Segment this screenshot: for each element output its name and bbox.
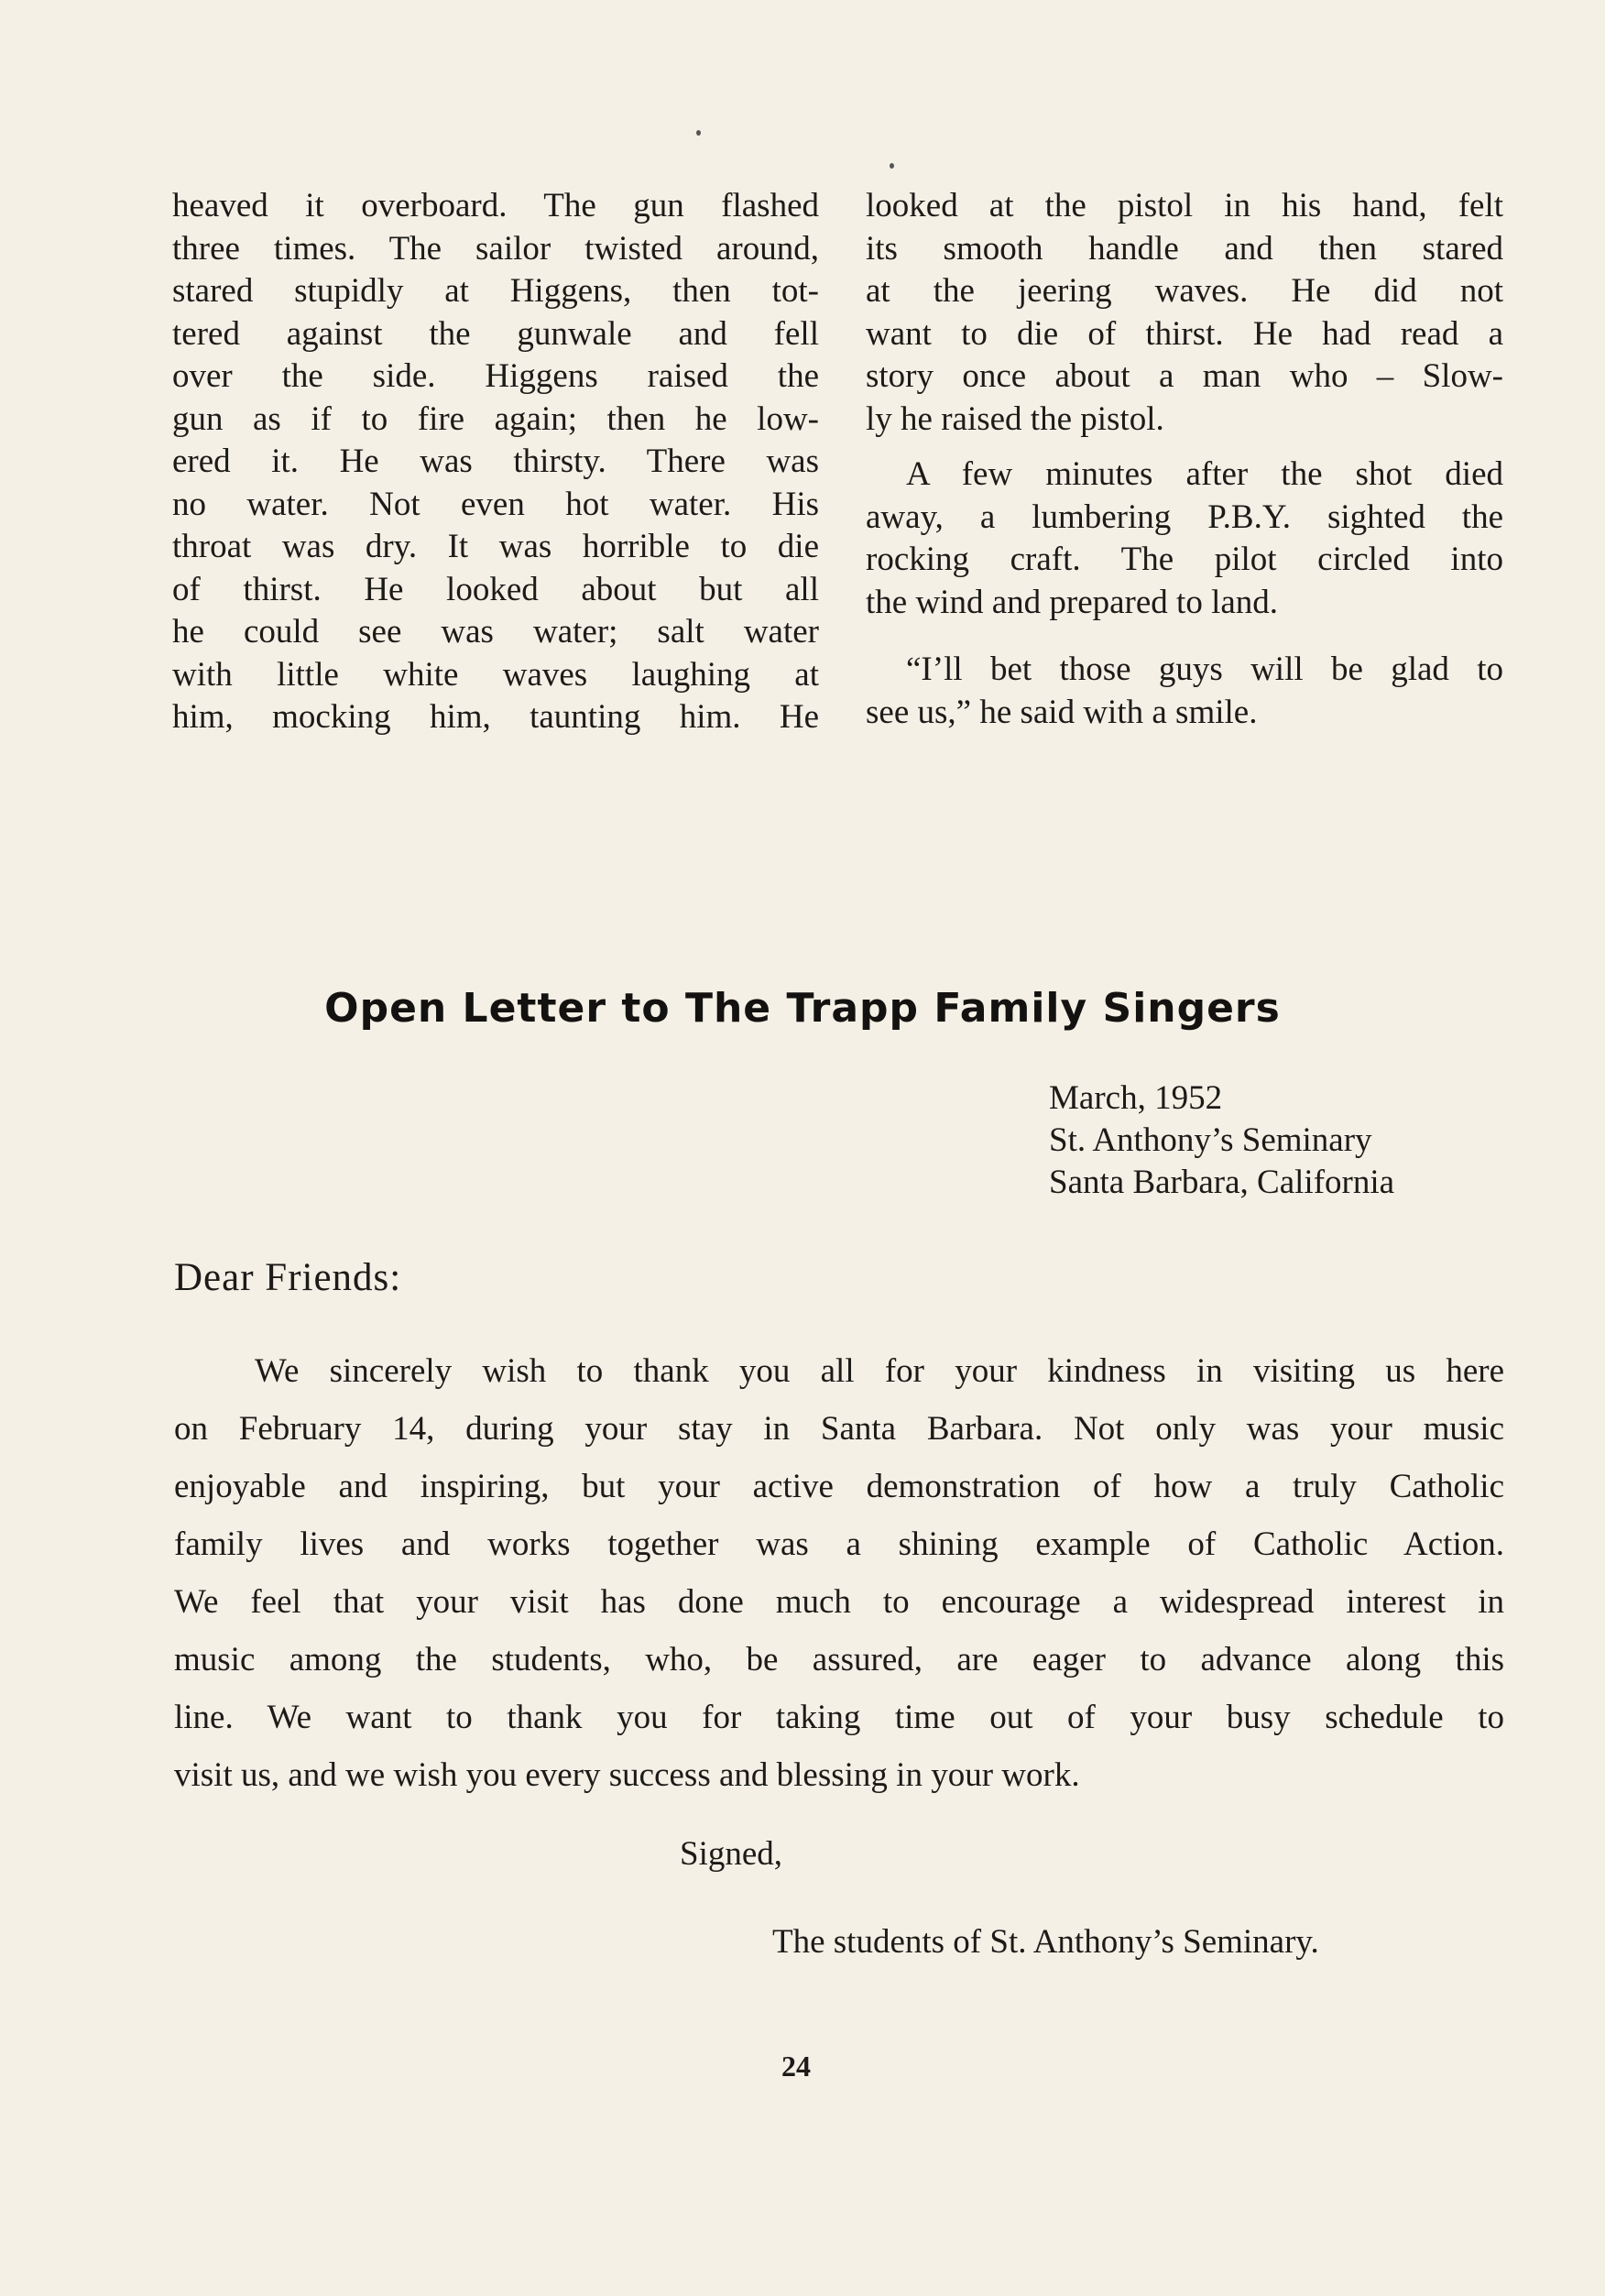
text-line: on February 14, during your stay in Santa Barbara. Not only was your music	[174, 1410, 1504, 1448]
letter-signature: The students of St. Anthony’s Seminary.	[772, 1923, 1319, 1961]
text-line: the wind and prepared to land.	[866, 583, 1279, 621]
text-line: family lives and works together was a shining example of Catholic Action.	[174, 1525, 1504, 1563]
letter-salutation: Dear Friends:	[174, 1256, 402, 1299]
text-line: ered it. He was thirsty. There was	[172, 443, 819, 480]
story-left-column	[172, 185, 819, 739]
text-line: story once about a man who – Slow-	[866, 357, 1503, 395]
letter-date-address	[1049, 1077, 1394, 1204]
text-line: A few minutes after the shot died	[906, 455, 1503, 493]
text-line: stared stupidly at Higgens, then tot-	[172, 272, 819, 310]
text-line: throat was dry. It was horrible to die	[172, 528, 819, 565]
letter-address-line: St. Anthony’s Seminary	[1049, 1121, 1372, 1159]
text-line: ly he raised the pistol.	[866, 399, 1164, 438]
text-line: tered against the gunwale and fell	[172, 314, 819, 353]
text-line: at the jeering waves. He did not	[866, 272, 1503, 310]
text-line: “I’ll bet those guys will be glad to	[906, 651, 1503, 688]
letter-date: March, 1952	[1049, 1079, 1223, 1117]
letter-body	[174, 1342, 1504, 1804]
text-line: with little white waves laughing at	[172, 655, 819, 694]
text-line: see us,” he said with a smile.	[866, 693, 1258, 731]
story-right-paragraph-1	[866, 185, 1503, 441]
letter-title: Open Letter to The Trapp Family Singers	[324, 985, 1281, 1032]
text-line: gun as if to fire again; then he low-	[172, 399, 819, 438]
letter-address-line: Santa Barbara, California	[1049, 1164, 1395, 1201]
text-line: away, a lumbering P.B.Y. sighted the	[866, 497, 1503, 536]
text-line: line. We want to thank you for taking time out of your busy schedule to	[174, 1699, 1504, 1736]
letter-closing: Signed,	[680, 1835, 783, 1873]
text-line: its smooth handle and then stared	[866, 229, 1503, 268]
text-line: enjoyable and inspiring, but your active demonstration of how a truly Catholic	[174, 1468, 1504, 1505]
text-line: want to die of thirst. He had read a	[866, 314, 1503, 353]
ink-speck	[890, 163, 894, 169]
text-line: three times. The sailor twisted around,	[172, 229, 819, 268]
text-line: of thirst. He looked about but all	[172, 570, 819, 608]
text-line: heaved it overboard. The gun flashed	[172, 187, 819, 224]
text-line: he could see was water; salt water	[172, 613, 819, 651]
text-line: over the side. Higgens raised the	[172, 357, 819, 395]
text-line: him, mocking him, taunting him. He	[172, 698, 819, 736]
text-line: rocking craft. The pilot circled into	[866, 541, 1503, 578]
story-right-paragraph-3	[866, 649, 1503, 734]
page-number: 24	[781, 2050, 811, 2083]
story-right-paragraph-2	[866, 454, 1503, 624]
text-line: looked at the pistol in his hand, felt	[866, 187, 1503, 224]
ink-speck	[696, 130, 701, 136]
text-line: no water. Not even hot water. His	[172, 485, 819, 523]
text-line: visit us, and we wish you every success and blessing in your work.	[174, 1756, 1080, 1794]
text-line: We sincerely wish to thank you all for your kindness in visiting us here	[255, 1352, 1504, 1390]
text-line: music among the students, who, be assured, are eager to advance along this	[174, 1641, 1504, 1678]
text-line: We feel that your visit has done much to encourage a widespread interest in	[174, 1583, 1504, 1621]
